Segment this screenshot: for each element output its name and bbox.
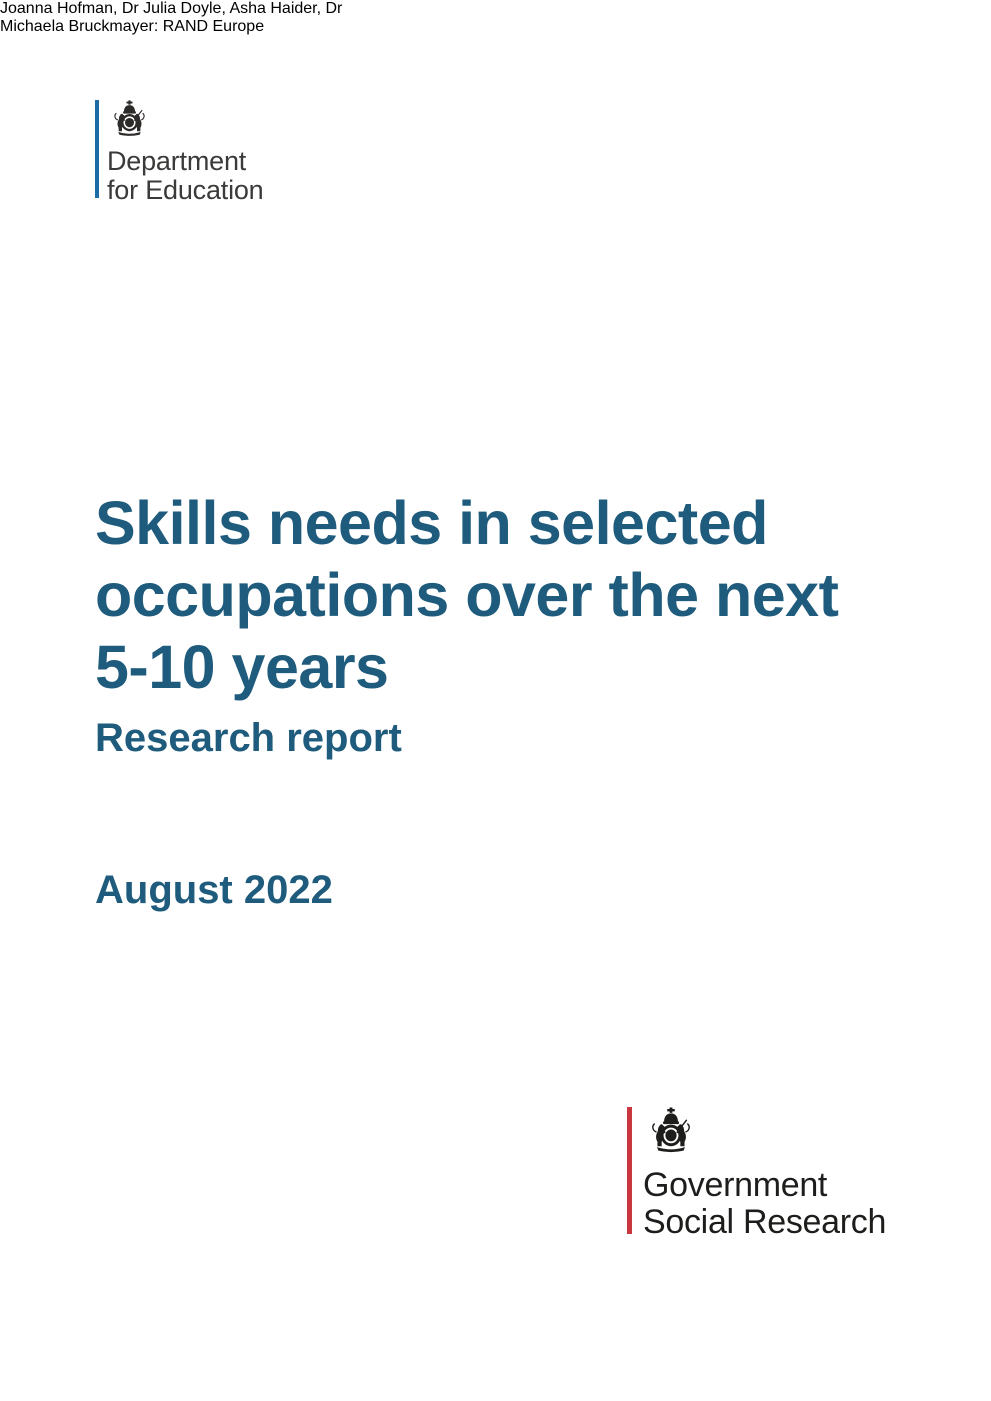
gsr-logo-red-bar bbox=[627, 1107, 632, 1234]
royal-coat-of-arms-icon bbox=[643, 1107, 699, 1156]
report-title-line3: 5-10 years bbox=[95, 633, 389, 701]
report-title bbox=[95, 487, 838, 703]
gsr-logo-content bbox=[643, 1107, 886, 1241]
dfe-logo-text bbox=[107, 147, 264, 205]
dfe-logo-line1: Department bbox=[107, 146, 247, 176]
dfe-logo-content bbox=[107, 100, 264, 205]
dfe-logo-line2: for Education bbox=[107, 175, 264, 205]
report-subtitle: Research report bbox=[95, 716, 402, 760]
gsr-logo bbox=[627, 1107, 886, 1241]
report-authors-line1: Joanna Hofman, Dr Julia Doyle, Asha Haider, Dr bbox=[0, 0, 343, 17]
report-authors-line2: Michaela Bruckmayer: RAND Europe bbox=[0, 18, 265, 35]
gsr-logo-line1: Government bbox=[643, 1166, 828, 1204]
dfe-logo bbox=[95, 100, 264, 205]
report-date: August 2022 bbox=[95, 868, 333, 912]
report-title-line1: Skills needs in selected bbox=[95, 489, 768, 557]
gsr-logo-line2: Social Research bbox=[643, 1203, 887, 1241]
royal-coat-of-arms-icon bbox=[107, 100, 152, 139]
dfe-logo-blue-bar bbox=[95, 100, 99, 198]
report-title-line2: occupations over the next bbox=[95, 561, 839, 629]
gsr-logo-text bbox=[643, 1167, 886, 1241]
